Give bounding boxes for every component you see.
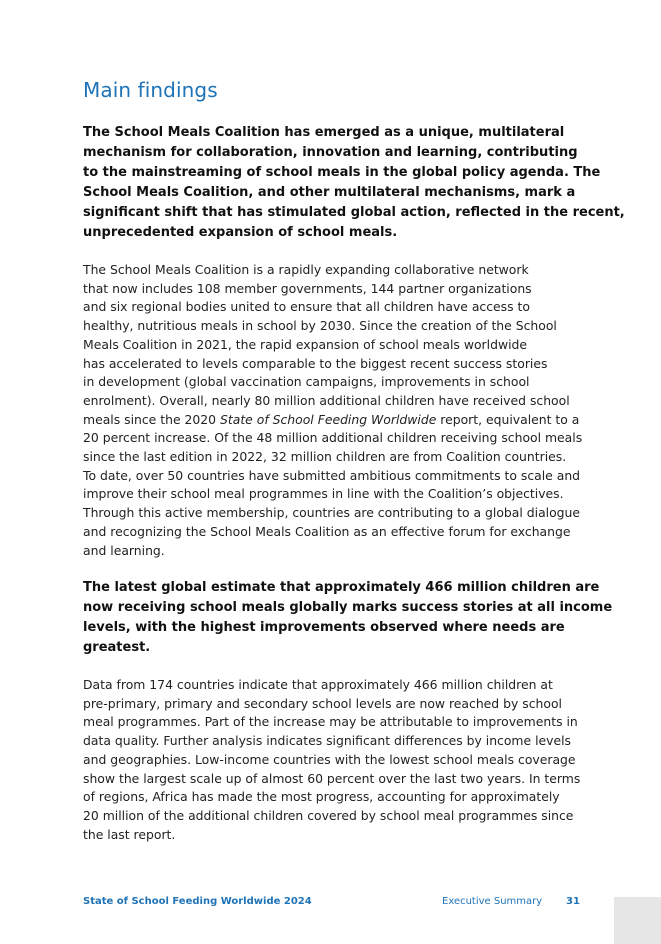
footer-publication-title: State of School Feeding Worldwide 2024 — [83, 896, 312, 907]
text-line: to the mainstreaming of school meals in the global policy agenda. The — [83, 165, 601, 180]
section-title: Main findings — [83, 78, 218, 102]
text-line: enrolment). Overall, nearly 80 million additional children have received school — [83, 392, 570, 408]
text-line: healthy, nutritious meals in school by 2030. Since the creation of the School — [83, 318, 557, 334]
text-line: the last report. — [83, 826, 176, 842]
text-line: Through this active membership, countries are contributing to a global dialogue — [83, 505, 581, 521]
text-line: has accelerated to levels comparable to the biggest recent success stories — [83, 355, 548, 371]
text-line — [83, 411, 583, 430]
text-line: and recognizing the School Meals Coalition as an effective forum for exchange — [83, 523, 571, 539]
text-line: now receiving school meals globally marks success stories at all income — [83, 600, 613, 615]
text-line: significant shift that has stimulated global action, reflected in the recent, — [83, 205, 625, 220]
text-line: pre-primary, primary and secondary school levels are now reached by school — [83, 695, 562, 711]
report-title-italic: State of School Feeding Worldwide — [220, 411, 437, 427]
text-line: since the last edition in 2022, 32 million children are from Coalition countries. — [83, 449, 567, 465]
text-line: and learning. — [83, 542, 165, 558]
text-line: improve their school meal programmes in line with the Coalition’s objectives. — [83, 486, 564, 502]
key-finding-2 — [83, 578, 613, 658]
text-line: 20 million of the additional children covered by school meal programmes since — [83, 807, 574, 823]
text-segment: meals since the 2020 — [83, 411, 220, 427]
text-line: levels, with the highest improvements observed where needs are — [83, 620, 565, 635]
text-line: that now includes 108 member governments, 144 partner organizations — [83, 280, 532, 296]
text-line: The latest global estimate that approximately 466 million children are — [83, 580, 600, 595]
footer-page-number: 31 — [566, 896, 580, 907]
text-line: School Meals Coalition, and other multilateral mechanisms, mark a — [83, 185, 576, 200]
text-line: and six regional bodies united to ensure that all children have access to — [83, 299, 530, 315]
page-corner-tab — [614, 897, 661, 944]
body-paragraph-1 — [83, 261, 583, 560]
text-line: 20 percent increase. Of the 48 million additional children receiving school meals — [83, 430, 583, 446]
text-line: unprecedented expansion of school meals. — [83, 225, 398, 240]
text-line: The School Meals Coalition has emerged as a unique, multilateral — [83, 125, 565, 140]
text-line: Data from 174 countries indicate that approximately 466 million children at — [83, 677, 553, 692]
text-line: The School Meals Coalition is a rapidly expanding collaborative network — [83, 262, 529, 277]
body-paragraph-2 — [83, 676, 583, 844]
key-finding-1 — [83, 123, 625, 243]
text-line: in development (global vaccination campaigns, improvements in school — [83, 374, 530, 390]
text-line: To date, over 50 countries have submitted ambitious commitments to scale and — [83, 467, 581, 483]
text-line: of regions, Africa has made the most progress, accounting for approximately — [83, 789, 560, 805]
text-line: show the largest scale up of almost 60 percent over the last two years. In terms — [83, 770, 581, 786]
text-segment: report, equivalent to a — [436, 411, 580, 427]
text-line: Meals Coalition in 2021, the rapid expansion of school meals worldwide — [83, 336, 528, 352]
text-line: data quality. Further analysis indicates significant differences by income levels — [83, 733, 571, 749]
footer-section-name: Executive Summary — [442, 896, 543, 907]
text-line: mechanism for collaboration, innovation and learning, contributing — [83, 145, 578, 160]
text-line: meal programmes. Part of the increase may be attributable to improvements in — [83, 714, 578, 730]
text-line: greatest. — [83, 640, 151, 655]
text-line: and geographies. Low-income countries with the lowest school meals coverage — [83, 751, 576, 767]
